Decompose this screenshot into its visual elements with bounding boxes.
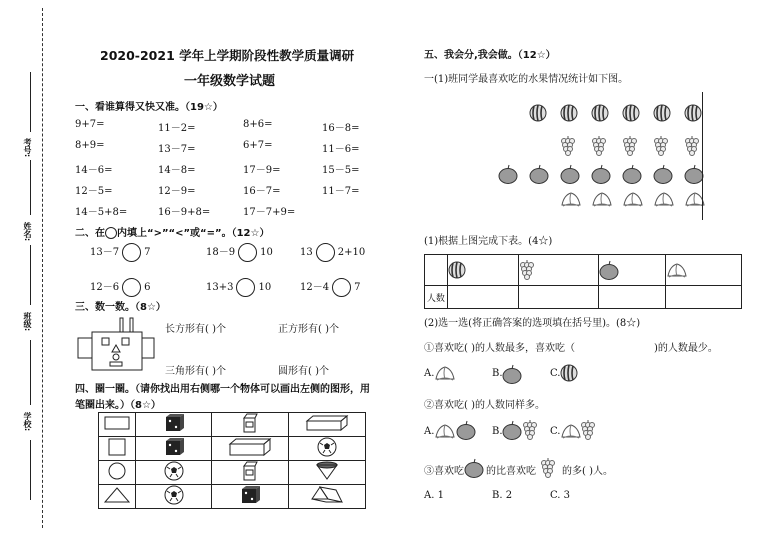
milk-carton-icon (242, 413, 258, 433)
section1-heading: 一、看谁算得又快又准。（19☆） (75, 102, 223, 113)
triangle-count-question: 三角形有( )个 (165, 366, 226, 377)
table-cell (598, 255, 666, 286)
table-cell (519, 255, 598, 286)
answer-cell[interactable] (519, 286, 598, 309)
grape-icon (622, 136, 638, 156)
dice-icon (240, 486, 260, 504)
cone-icon (315, 461, 339, 481)
square-shape-icon (108, 438, 126, 456)
answer-circle[interactable] (332, 278, 351, 297)
margin-line (30, 340, 31, 405)
q3-text-a: ③喜欢吃 (424, 466, 464, 477)
binding-line (42, 8, 43, 528)
arithmetic-problem: 15－5= (322, 165, 360, 176)
blank-circle-icon (105, 227, 117, 239)
grape-icon[interactable] (522, 420, 538, 440)
grape-icon (653, 136, 669, 156)
answer-cell[interactable] (666, 286, 742, 309)
pictograph-axis (702, 92, 703, 220)
peach-icon[interactable] (560, 422, 582, 440)
q1-text-a: ①喜欢吃( )的人数最多，喜欢吃（ (424, 343, 575, 354)
compare-left: 13+3 (206, 282, 234, 293)
option-c-label: C. (550, 368, 561, 379)
answer-circle[interactable] (122, 278, 141, 297)
table-cell[interactable] (289, 461, 366, 485)
arithmetic-problem: 16－8= (322, 123, 360, 134)
compare-item (90, 243, 150, 262)
section2-heading-pre: 二、在 (75, 228, 105, 239)
answer-cell[interactable] (598, 286, 666, 309)
compare-right: 7 (144, 247, 151, 258)
table-cell[interactable] (135, 461, 212, 485)
compare-item (300, 278, 360, 297)
table-cell[interactable] (289, 485, 366, 509)
compare-right: 10 (258, 282, 272, 293)
page-subtitle: 一年级数学试题 (184, 74, 276, 89)
arithmetic-problem: 14－8= (158, 165, 196, 176)
section3-heading: 三、数一数。（8☆） (75, 302, 166, 313)
compare-item (206, 278, 271, 297)
answer-circle[interactable] (236, 278, 255, 297)
table-cell[interactable] (135, 485, 212, 509)
compare-left: 12－4 (300, 282, 330, 293)
table-cell (99, 485, 136, 509)
table-row (425, 286, 742, 309)
peach-icon (622, 190, 644, 208)
class-label: 班级: (23, 312, 32, 332)
section4-heading-line2: 笔圈出来。）（8☆） (75, 400, 161, 411)
compare-right: 2+10 (337, 247, 366, 258)
arithmetic-problem: 11－2= (158, 123, 196, 134)
compare-item (90, 278, 150, 297)
arithmetic-problem: 12－9= (158, 186, 196, 197)
arithmetic-problem: 11－6= (322, 144, 360, 155)
compare-left: 12－6 (90, 282, 120, 293)
triangular-prism-icon (310, 486, 344, 504)
peach-icon[interactable] (434, 422, 456, 440)
dice-icon (164, 414, 184, 432)
option-a-label: A. (424, 368, 435, 379)
grape-icon (560, 136, 576, 156)
arithmetic-problem: 17－9= (243, 165, 281, 176)
arithmetic-problem: 11－7= (322, 186, 360, 197)
option-b-label: B. (492, 368, 503, 379)
exam-number-label: 考号: (23, 138, 32, 158)
table-cell[interactable] (289, 413, 366, 437)
answer-circle[interactable] (238, 243, 257, 262)
table-cell[interactable] (135, 437, 212, 461)
compare-right: 6 (144, 282, 151, 293)
table-cell[interactable] (212, 461, 289, 485)
table-cell[interactable] (135, 413, 212, 437)
table-row (99, 437, 366, 461)
name-label: 姓名: (23, 222, 32, 242)
answer-circle[interactable] (316, 243, 335, 262)
table-cell (99, 437, 136, 461)
watermelon-icon (529, 104, 547, 122)
arithmetic-problem: 6+7= (243, 140, 273, 151)
flat-box-icon (305, 415, 349, 431)
arithmetic-problem: 17－7+9= (243, 207, 296, 218)
peach-icon (653, 190, 675, 208)
margin-line (30, 440, 31, 500)
apple-icon (464, 458, 484, 478)
table-cell[interactable] (212, 485, 289, 509)
q1-text-b: )的人数最少。 (654, 343, 718, 354)
arithmetic-problem: 8+6= (243, 119, 273, 130)
table-cell[interactable] (212, 437, 289, 461)
apple-icon (684, 164, 704, 184)
table-row (425, 255, 742, 286)
grape-icon (540, 458, 556, 478)
apple-icon (591, 164, 611, 184)
table-row (99, 413, 366, 437)
apple-icon[interactable] (502, 420, 522, 440)
q2-text: ②喜欢吃( )的人数同样多。 (424, 400, 545, 411)
arithmetic-problem: 13－7= (158, 144, 196, 155)
peach-icon[interactable] (434, 364, 456, 382)
milk-carton-icon (242, 461, 258, 481)
table-cell (99, 461, 136, 485)
section4-heading-line1: 四、圈一圈。（请你找出用右侧哪一个物体可以画出左侧的图形，用 (75, 384, 370, 395)
q3-option-c[interactable]: C. 3 (550, 490, 571, 501)
table-row (99, 461, 366, 485)
soccer-ball-icon (317, 437, 337, 457)
watermelon-icon (684, 104, 702, 122)
margin-line (30, 72, 31, 132)
option-a-label: A. (424, 426, 435, 437)
apple-icon (653, 164, 673, 184)
arithmetic-problem: 16－9+8= (158, 207, 211, 218)
square-count-question: 正方形有( )个 (278, 324, 339, 335)
table-row (99, 485, 366, 509)
apple-icon (529, 164, 549, 184)
compare-right: 7 (354, 282, 361, 293)
grape-icon[interactable] (580, 420, 596, 440)
peach-icon (666, 261, 741, 279)
compare-left: 18－9 (206, 247, 236, 258)
margin-line (30, 160, 31, 215)
triangle-shape-icon (104, 487, 130, 503)
q3-text-b: 的比喜欢吃 (486, 466, 536, 477)
arithmetic-problem: 14－5+8= (75, 207, 128, 218)
circle-shape-icon (108, 462, 126, 480)
peach-icon (591, 190, 613, 208)
section5-heading: 五、我会分,我会做。（12☆） (424, 50, 556, 61)
table-prompt: (1)根据上图完成下表。(4☆) (424, 236, 553, 247)
q3-option-a[interactable]: A. 1 (424, 490, 444, 501)
option-c-label: C. (550, 426, 561, 437)
q3-option-b[interactable]: B. 2 (492, 490, 513, 501)
compare-right: 10 (260, 247, 273, 258)
section5-intro: 一(1)班同学最喜欢吃的水果情况统计如下图。 (424, 74, 629, 85)
margin-line (30, 245, 31, 305)
arithmetic-problem: 16－7= (243, 186, 281, 197)
arithmetic-problem: 12－5= (75, 186, 113, 197)
section2-heading (75, 224, 269, 239)
grape-icon (519, 260, 597, 280)
circle-count-question: 圆形有( )个 (278, 366, 329, 377)
arithmetic-problem: 9+7= (75, 119, 105, 130)
compare-left: 13－7 (90, 247, 120, 258)
peach-icon (560, 190, 582, 208)
table-cell (99, 413, 136, 437)
robot-figure-icon (76, 316, 156, 372)
table-cell[interactable] (289, 437, 366, 461)
choose-prompt: (2)选一选(将正确答案的选项填在括号里)。(8☆) (424, 318, 641, 329)
page-title: 2020-2021 学年上学期阶段性教学质量调研 (100, 48, 355, 63)
apple-icon (599, 260, 666, 280)
table-row-label: 人数 (425, 286, 448, 309)
rectangle-shape-icon (104, 416, 130, 430)
apple-icon[interactable] (456, 420, 476, 440)
rectangle-count-question: 长方形有( )个 (165, 324, 226, 335)
answer-cell[interactable] (447, 286, 519, 309)
watermelon-icon (591, 104, 609, 122)
shape-match-table (98, 412, 366, 509)
watermelon-icon (560, 104, 578, 122)
compare-item (206, 243, 273, 262)
table-cell[interactable] (212, 413, 289, 437)
soccer-ball-icon (164, 485, 184, 505)
option-b-label: B. (492, 426, 503, 437)
apple-icon (498, 164, 518, 184)
soccer-ball-icon (164, 461, 184, 481)
long-box-icon (228, 438, 272, 456)
answer-circle[interactable] (122, 243, 141, 262)
section2-heading-post: 内填上“>”“<”或“=”。（12☆） (117, 228, 270, 239)
table-cell (447, 255, 519, 286)
table-cell (425, 255, 448, 286)
watermelon-icon (622, 104, 640, 122)
arithmetic-problem: 8+9= (75, 140, 105, 151)
q3-text-c: 的多( )人。 (562, 466, 613, 477)
grape-icon (591, 136, 607, 156)
watermelon-icon (448, 261, 519, 279)
arithmetic-problem: 14－6= (75, 165, 113, 176)
watermelon-icon (653, 104, 671, 122)
apple-icon[interactable] (502, 364, 522, 384)
watermelon-icon[interactable] (560, 364, 578, 382)
tally-table (424, 254, 742, 309)
table-cell (666, 255, 742, 286)
grape-icon (684, 136, 700, 156)
apple-icon (560, 164, 580, 184)
apple-icon (622, 164, 642, 184)
school-label: 学校: (23, 412, 32, 432)
compare-left: 13 (300, 247, 313, 258)
compare-item (300, 243, 365, 262)
dice-icon (164, 438, 184, 456)
